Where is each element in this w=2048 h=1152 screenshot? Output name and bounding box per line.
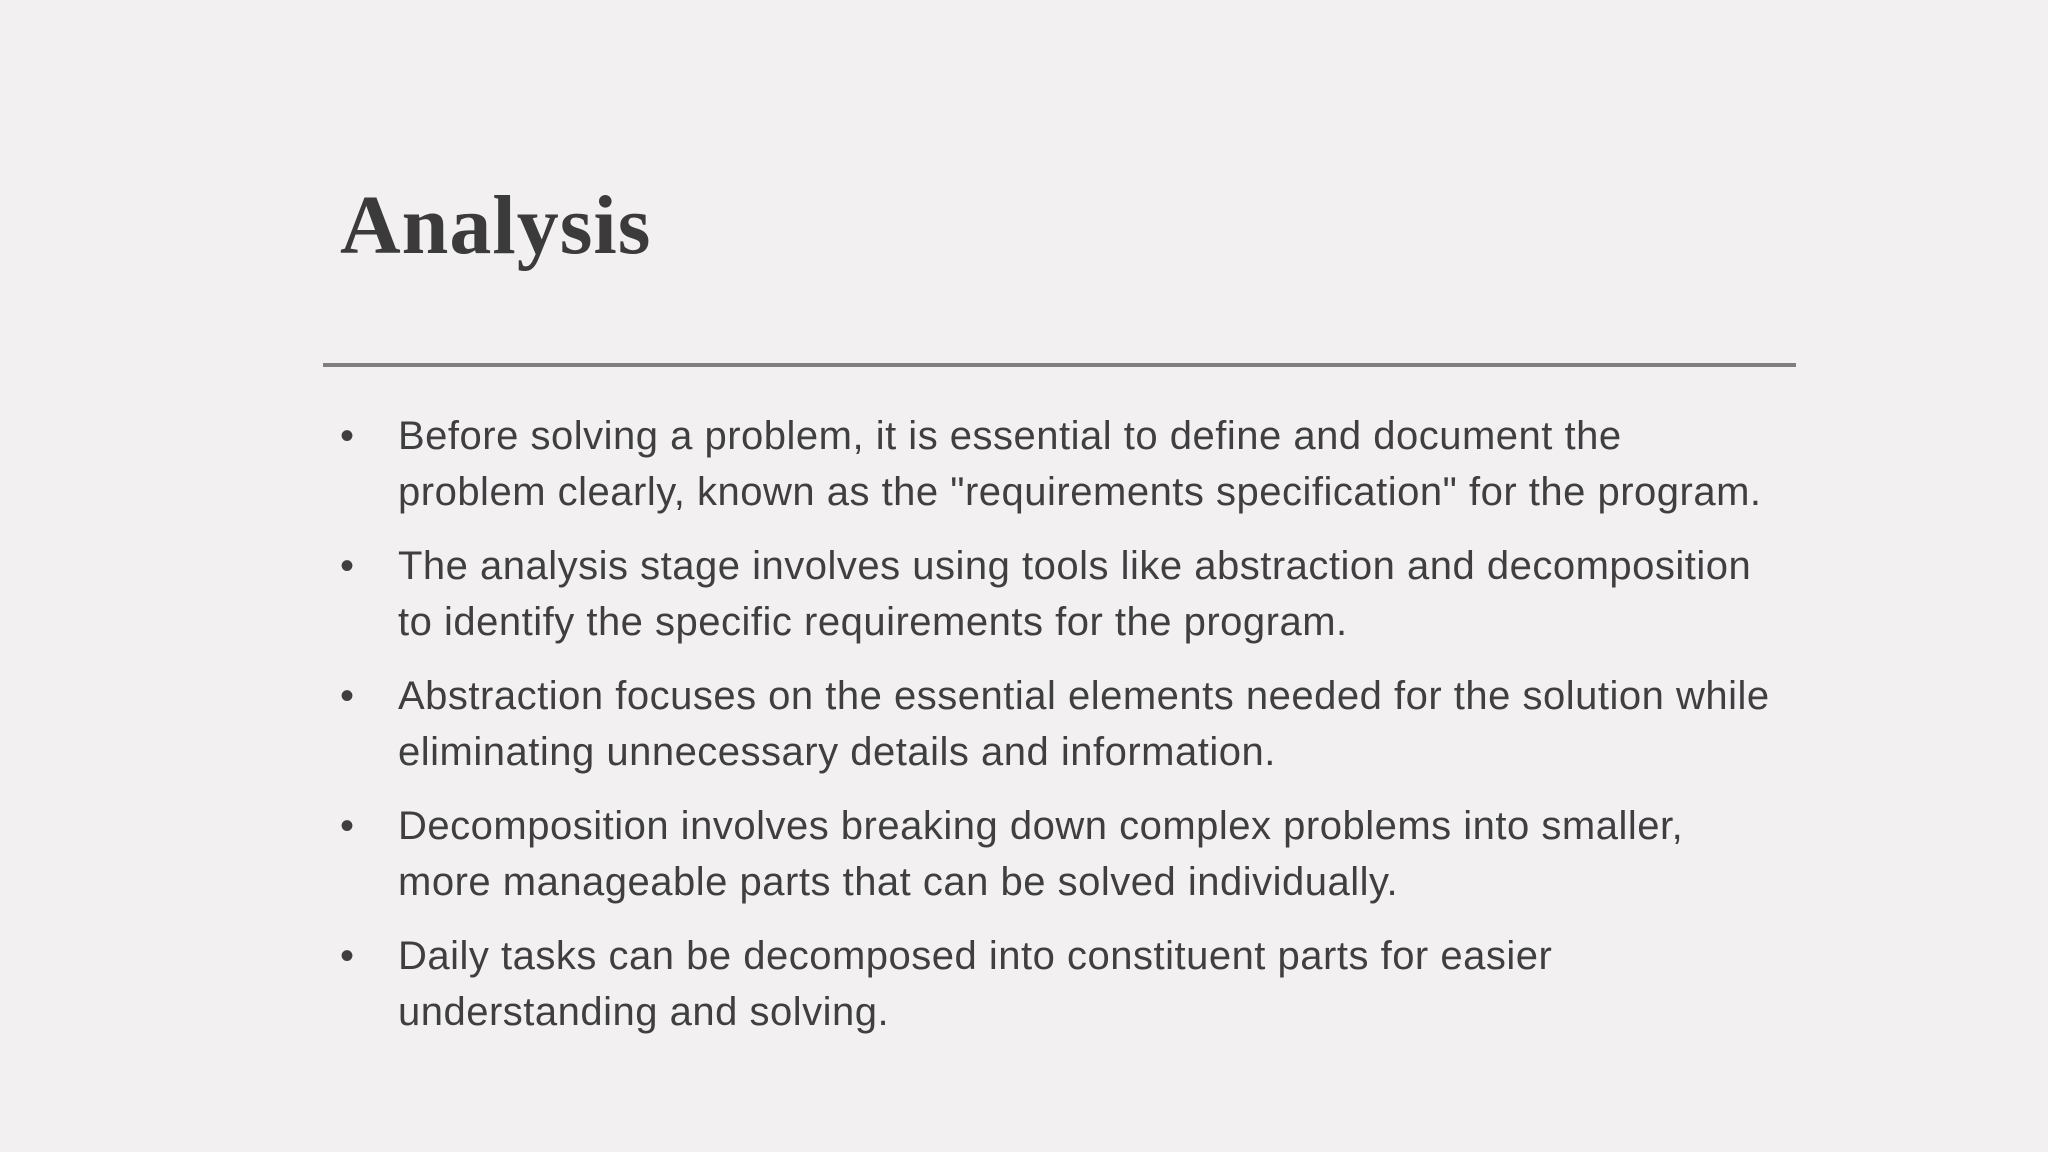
slide-title: Analysis [340, 179, 652, 272]
bullet-dot-icon: • [340, 674, 355, 718]
bullet-dot-icon: • [340, 934, 355, 978]
bullet-item [340, 928, 1780, 1040]
bullet-item [340, 798, 1780, 910]
title-divider [323, 363, 1796, 367]
bullet-item [340, 408, 1780, 520]
bullet-dot-icon: • [340, 544, 355, 588]
bullet-text: Decomposition involves breaking down complex problems into smaller, more manageable parts that can be solved individually. [398, 804, 1684, 904]
bullet-text: Daily tasks can be decomposed into constituent parts for easier understanding and solving. [398, 934, 1553, 1034]
bullet-dot-icon: • [340, 804, 355, 848]
bullet-item [340, 538, 1780, 650]
bullet-list [340, 408, 1780, 1058]
bullet-dot-icon: • [340, 414, 355, 458]
bullet-text: Abstraction focuses on the essential elements needed for the solution while eliminating unnecessary details and information. [398, 674, 1770, 774]
bullet-text: The analysis stage involves using tools like abstraction and decomposition to identify the specific requirements for the program. [398, 544, 1752, 644]
bullet-item [340, 668, 1780, 780]
bullet-text: Before solving a problem, it is essential to define and document the problem clearly, known as the "requirements specification" for the program. [398, 414, 1762, 514]
